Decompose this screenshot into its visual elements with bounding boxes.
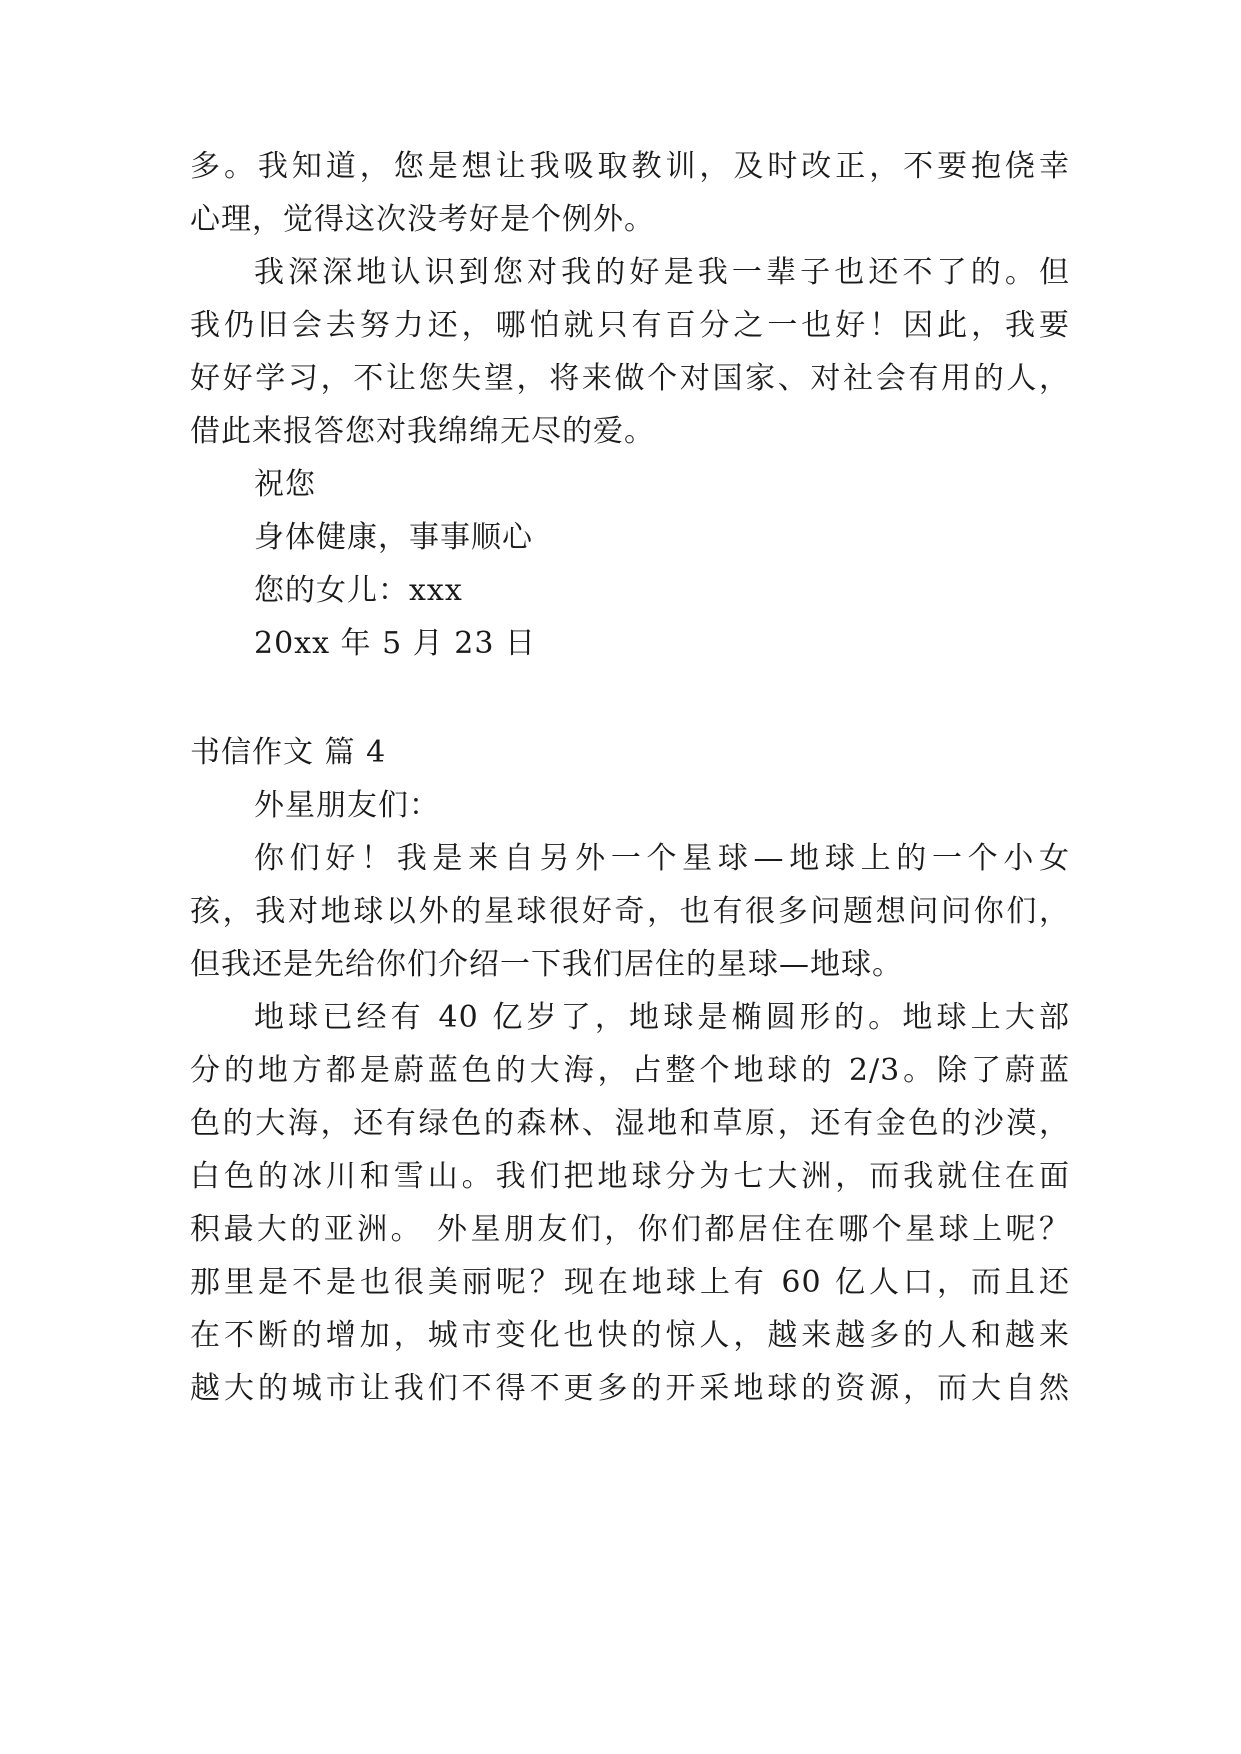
wish-line: 身体健康，事事顺心 [254, 520, 533, 555]
date-line: 20xx 年 5 月 23 日 [254, 626, 536, 661]
paragraph-line: 孩，我对地球以外的星球很好奇，也有很多问题想问问你们， [190, 894, 1070, 929]
paragraph-line: 我仍旧会去努力还，哪怕就只有百分之一也好！因此，我要 [190, 308, 1070, 343]
paragraph-line: 多。我知道，您是想让我吸取教训，及时改正，不要抱侥幸 [190, 149, 1070, 184]
paragraph-line: 积最大的亚洲。 外星朋友们，你们都居住在哪个星球上呢？ [190, 1212, 1070, 1247]
closing-line: 祝您 [254, 467, 316, 502]
paragraph-line: 越大的城市让我们不得不更多的开采地球的资源，而大自然 [190, 1371, 1070, 1406]
paragraph-line: 你们好！我是来自另外一个星球—地球上的一个小女 [254, 841, 1070, 876]
paragraph-line: 地球已经有 40 亿岁了，地球是椭圆形的。地球上大部 [254, 1000, 1070, 1035]
paragraph-line: 借此来报答您对我绵绵无尽的爱。 [190, 414, 655, 449]
paragraph-line: 心理，觉得这次没考好是个例外。 [190, 202, 655, 237]
paragraph-line: 我深深地认识到您对我的好是我一辈子也还不了的。但 [254, 255, 1070, 290]
paragraph-line: 但我还是先给你们介绍一下我们居住的星球—地球。 [190, 947, 903, 982]
paragraph-line: 色的大海，还有绿色的森林、湿地和草原，还有金色的沙漠， [190, 1106, 1070, 1141]
paragraph-line: 在不断的增加，城市变化也快的惊人，越来越多的人和越来 [190, 1318, 1070, 1353]
paragraph-line: 白色的冰川和雪山。我们把地球分为七大洲，而我就住在面 [190, 1159, 1070, 1194]
paragraph-line: 分的地方都是蔚蓝色的大海，占整个地球的 2/3。除了蔚蓝 [190, 1053, 1070, 1088]
section-heading: 书信作文 篇 4 [190, 735, 387, 770]
paragraph-line: 那里是不是也很美丽呢？现在地球上有 60 亿人口，而且还 [190, 1265, 1070, 1300]
signature-line: 您的女儿：xxx [254, 573, 463, 608]
salutation-line: 外星朋友们： [254, 788, 440, 823]
paragraph-line: 好好学习，不让您失望，将来做个对国家、对社会有用的人， [190, 361, 1070, 396]
